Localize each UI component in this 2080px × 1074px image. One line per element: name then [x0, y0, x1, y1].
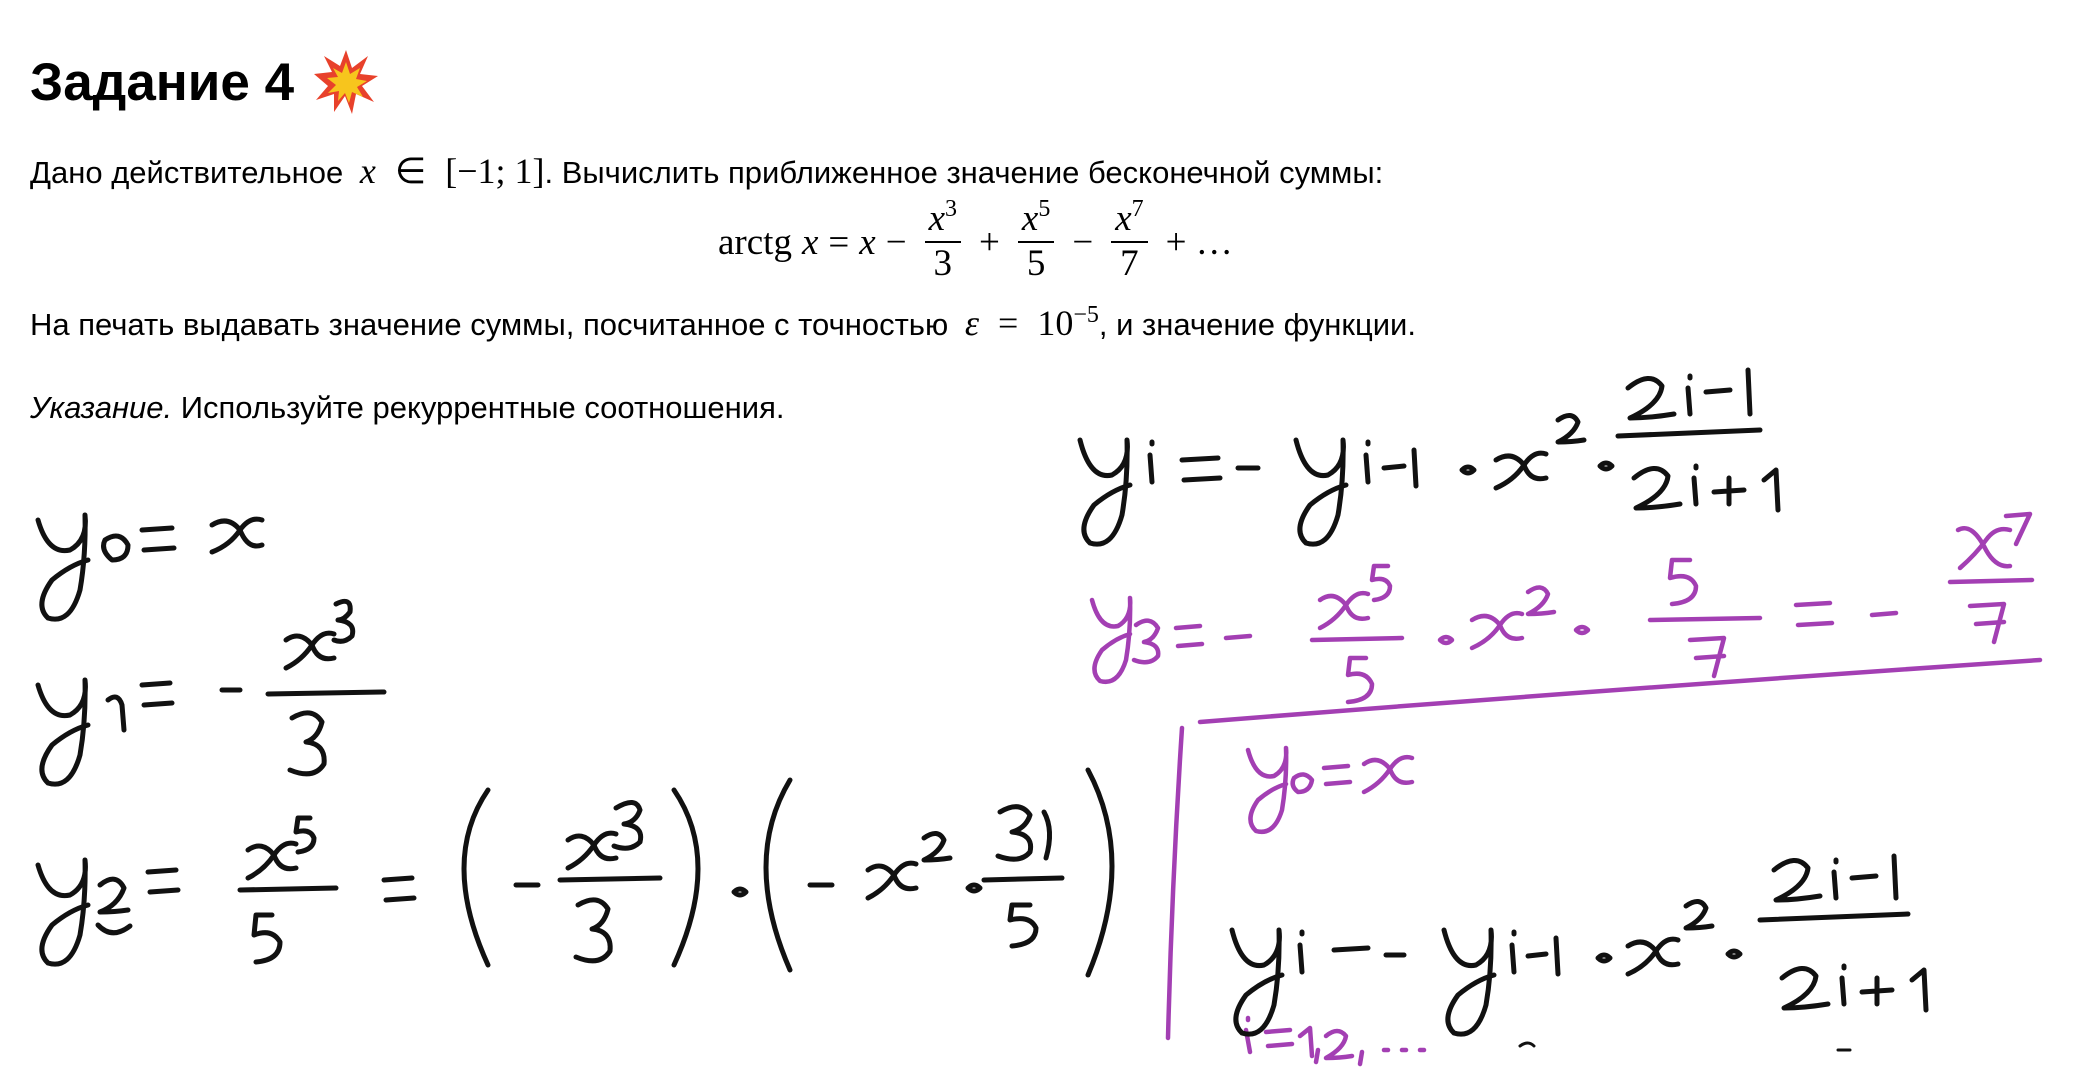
precision-base: 10 — [1037, 303, 1074, 343]
first-term: x — [859, 221, 876, 263]
series-tail: + … — [1165, 221, 1233, 263]
equals-sign: = — [828, 221, 850, 263]
purple-ink-notes — [1092, 514, 2040, 1064]
purple-vertical-divider — [1168, 728, 1182, 1038]
term-x5-over-5: $\frac{x^5}{5}$ — [1018, 200, 1054, 284]
minus-sign: − — [885, 221, 907, 263]
handwritten-y0-purple — [1248, 748, 1412, 832]
interval: [−1; 1] — [445, 151, 545, 191]
arctg-series-formula — [718, 194, 1243, 290]
equals-sign: = — [998, 303, 1019, 343]
black-ink-notes — [38, 370, 1778, 975]
task-text-intro: Дано действительное — [30, 155, 344, 190]
precision-exponent: −5 — [1073, 302, 1099, 328]
term-x3-over-3: $\frac{x^3}{3}$ — [925, 200, 961, 284]
handwritten-y2 — [38, 770, 1112, 975]
collision-burst-icon — [312, 48, 380, 116]
page-title — [30, 48, 380, 116]
task-statement-line-2 — [30, 302, 1416, 344]
minus-sign: − — [1072, 221, 1094, 263]
handwritten-y0-eq-x — [38, 515, 262, 619]
epsilon-symbol: ε — [964, 303, 980, 343]
page-title-text: Задание 4 — [30, 52, 295, 112]
hint-text: Используйте рекуррентные соотношения. — [172, 390, 785, 425]
var-x: x — [359, 151, 376, 191]
handwritten-recurrence-top — [1080, 370, 1778, 544]
handwritten-i-range — [1246, 1018, 1424, 1064]
element-of-symbol: ∈ — [394, 151, 427, 191]
task-statement-line-1 — [30, 150, 1383, 192]
hint-label: Указание. — [30, 390, 173, 425]
purple-horizontal-divider — [1200, 660, 2040, 722]
task-text-end: , и значение функции. — [1098, 307, 1416, 342]
task-text-precision: На печать выдавать значение суммы, посчитанное с точностью — [30, 307, 949, 342]
hint-line — [30, 390, 784, 426]
handwritten-y3 — [1092, 514, 2032, 702]
arctg-arg: x — [801, 221, 819, 263]
black-ink-recurrence-bottom — [1232, 856, 1926, 1050]
task-text-rest: . Вычислить приближенное значение бесконечной суммы: — [544, 155, 1384, 190]
arctg-func: arctg — [718, 221, 792, 263]
handwritten-y1 — [38, 601, 384, 784]
plus-sign: + — [979, 221, 1000, 263]
term-x7-over-7: $\frac{x^7}{7}$ — [1111, 200, 1147, 284]
